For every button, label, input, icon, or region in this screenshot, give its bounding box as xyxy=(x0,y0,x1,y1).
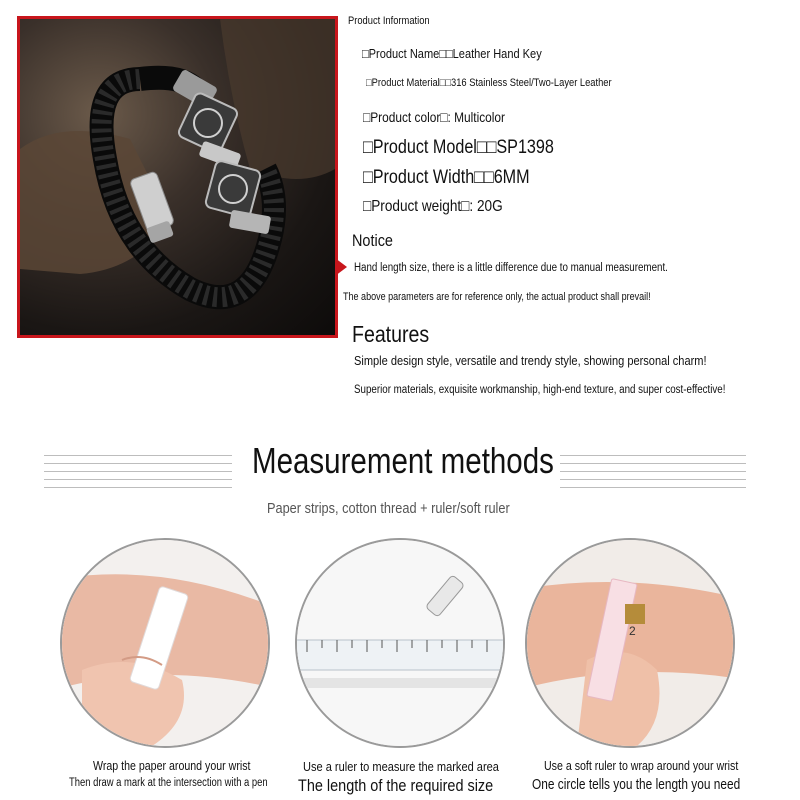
decorative-stripes-right xyxy=(560,455,746,491)
step-1-detail: Then draw a mark at the intersection with a pen xyxy=(69,777,268,789)
features-line-1: Simple design style, versatile and trendy style, showing personal charm! xyxy=(354,353,707,368)
product-name: □Product Name□□Leather Hand Key xyxy=(362,46,542,61)
step-2-caption: Use a ruler to measure the marked area xyxy=(303,759,499,774)
product-width: □Product Width□□6MM xyxy=(363,167,530,188)
photo-pointer xyxy=(335,258,347,276)
product-info-title: Product Information xyxy=(348,15,430,27)
step-2-detail: The length of the required size xyxy=(298,776,494,795)
measurement-subtitle: Paper strips, cotton thread + ruler/soft ruler xyxy=(267,500,510,517)
product-model: □Product Model□□SP1398 xyxy=(363,137,554,158)
svg-text:2: 2 xyxy=(629,624,636,638)
features-line-2: Superior materials, exquisite workmanship, high-end texture, and super cost-effective! xyxy=(354,384,726,396)
product-weight: □Product weight□: 20G xyxy=(363,198,503,215)
notice-heading: Notice xyxy=(352,231,393,250)
step-3-image xyxy=(525,538,735,748)
product-photo xyxy=(17,16,338,338)
step-3-caption: Use a soft ruler to wrap around your wrist xyxy=(544,759,739,773)
step-1-image xyxy=(60,538,270,748)
step-2-image xyxy=(295,538,505,748)
step-3-detail: One circle tells you the length you need xyxy=(532,777,741,793)
measurement-title: Measurement methods xyxy=(252,440,554,481)
decorative-stripes-left xyxy=(44,455,232,491)
features-heading: Features xyxy=(352,321,430,347)
product-color: □Product color□: Multicolor xyxy=(363,109,506,125)
wrist-paper-illustration xyxy=(62,540,268,746)
soft-ruler-illustration xyxy=(527,540,733,746)
step-1-caption: Wrap the paper around your wrist xyxy=(93,759,251,773)
product-material: □Product Material□□316 Stainless Steel/Two-Layer Leather xyxy=(366,77,612,89)
bracelet-illustration xyxy=(20,19,335,335)
notice-line-2: The above parameters are for reference only, the actual product shall prevail! xyxy=(343,291,651,303)
ruler-illustration xyxy=(297,540,503,746)
notice-line-1: Hand length size, there is a little difference due to manual measurement. xyxy=(354,262,668,274)
